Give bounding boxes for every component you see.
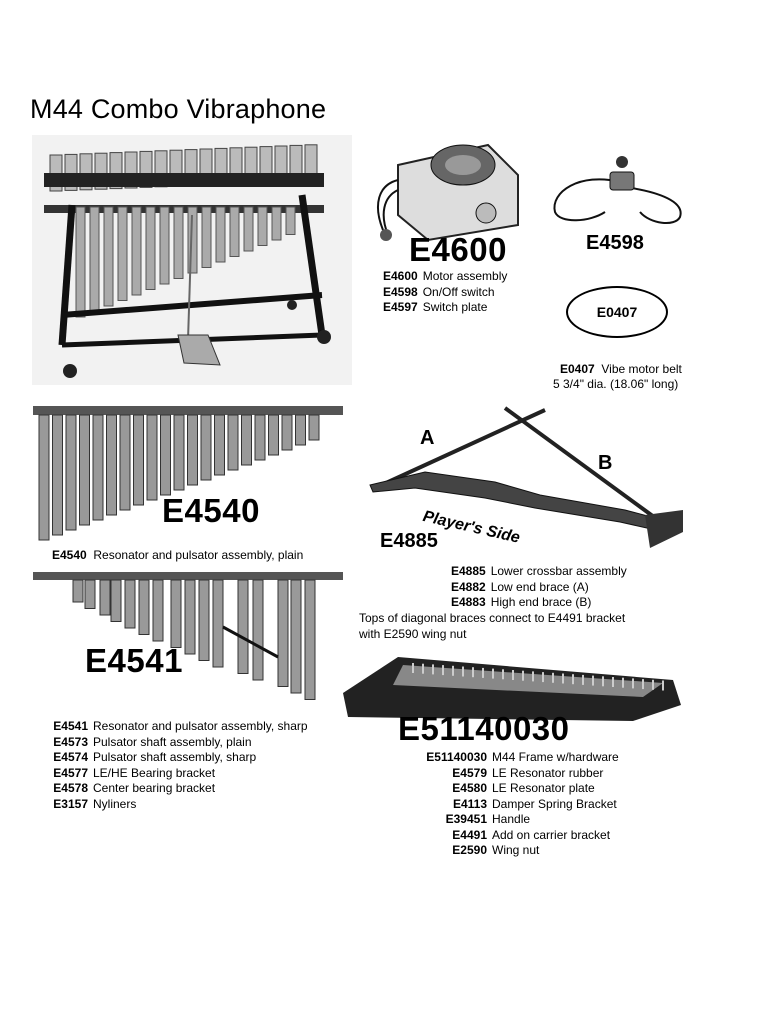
vibe-tube: [174, 207, 183, 279]
part-row: [48, 750, 308, 766]
players-side-label: Player's Side: [421, 508, 522, 547]
resonator-tube: [171, 580, 181, 648]
vibe-tube: [258, 207, 267, 246]
e4598-callout: E4598: [586, 232, 644, 254]
resonator-tube: [296, 415, 306, 445]
resonator-tube: [238, 580, 248, 674]
resonator-tube: [255, 415, 265, 460]
crossbar-parts-list: [451, 564, 627, 611]
e4885-callout: E4885: [380, 530, 438, 552]
part-row: [423, 750, 619, 766]
part-code: E3157: [53, 796, 88, 811]
part-description: LE/HE Bearing bracket: [93, 765, 216, 780]
resonator-tube: [242, 415, 252, 465]
resonator-tube: [213, 580, 223, 667]
part-code: E4580: [452, 781, 487, 795]
resonator-tube: [147, 415, 157, 500]
resonator-tube: [139, 580, 149, 635]
vibe-tube: [286, 207, 295, 235]
resonator-tube: [53, 415, 63, 535]
part-row: [423, 843, 619, 859]
vibe-tube: [104, 207, 113, 306]
resonator-tube: [161, 415, 171, 495]
vibe-tube: [244, 207, 253, 251]
part-description: Pulsator shaft assembly, plain: [93, 734, 252, 749]
part-row: [48, 735, 308, 751]
vibe-tube: [146, 207, 155, 290]
part-description: On/Off switch: [422, 284, 495, 299]
part-row: [383, 285, 507, 301]
part-code: E4578: [53, 781, 88, 795]
part-description: Motor assembly: [422, 269, 508, 283]
resonator-tube: [111, 580, 121, 622]
brace-a-label: A: [420, 427, 435, 449]
belt-part-detail: 5 3/4" dia. (18.06" long): [553, 377, 679, 391]
part-code: E0407: [560, 362, 595, 376]
vibe-tube: [160, 207, 169, 284]
switch-image: [550, 152, 690, 232]
part-description: Low end brace (A): [490, 579, 589, 594]
part-code: E51140030: [426, 750, 487, 764]
part-description: Vibe motor belt: [601, 362, 682, 376]
resonator-sharp-parts-list: [48, 719, 308, 812]
part-row: [423, 766, 619, 782]
part-code: E4579: [452, 765, 487, 780]
resonator-tube: [309, 415, 319, 440]
part-code: E4541: [53, 719, 88, 733]
resonator-tube: [80, 415, 90, 525]
part-code: E4491: [452, 827, 487, 842]
part-code: E4597: [383, 300, 418, 314]
part-row: [423, 781, 619, 797]
resonator-tube: [215, 415, 225, 475]
part-code: E4882: [451, 579, 486, 594]
part-row: [48, 719, 308, 735]
part-description: Damper Spring Bracket: [492, 796, 617, 811]
part-description: Switch plate: [422, 300, 488, 314]
resonator-tube: [93, 415, 103, 520]
resonator-tube: [201, 415, 211, 480]
resonator-tube: [125, 580, 135, 628]
part-code: E2590: [452, 843, 487, 857]
resonator-tube: [120, 415, 130, 510]
e51140030-callout: E51140030: [398, 710, 570, 747]
resonator-tube: [269, 415, 279, 455]
resonator-sharp-image: [33, 572, 343, 702]
vibe-tube: [118, 207, 127, 301]
part-row: [48, 781, 308, 797]
resonator-tube: [305, 580, 315, 700]
part-row: [423, 812, 619, 828]
vibe-tube: [90, 207, 99, 312]
part-row: [383, 269, 507, 285]
resonator-tube: [278, 580, 288, 687]
resonator-tube: [228, 415, 238, 470]
part-code: E39451: [445, 812, 487, 826]
part-row: [383, 300, 507, 316]
note-line: Tops of diagonal braces connect to E4491 bracket: [359, 611, 626, 625]
resonator-tube: [282, 415, 292, 450]
vibe-tube: [202, 207, 211, 268]
vibe-tube: [230, 207, 239, 257]
part-description: Add on carrier bracket: [492, 827, 611, 842]
resonator-tube: [199, 580, 209, 661]
part-code: E4885: [451, 564, 486, 578]
part-description: LE Resonator plate: [492, 781, 595, 795]
resonator-tube: [185, 580, 195, 654]
part-description: Resonator and pulsator assembly, plain: [93, 548, 304, 562]
resonator-tube: [100, 580, 110, 615]
resonator-tube: [253, 580, 263, 680]
part-code: E4113: [452, 796, 487, 811]
e4540-callout: E4540: [162, 492, 260, 529]
part-row: [48, 797, 308, 813]
part-row: [451, 595, 627, 611]
part-description: High end brace (B): [490, 595, 592, 609]
vibraphone-image: [32, 135, 352, 385]
motor-assembly-image: [368, 135, 528, 245]
resonator-tube: [107, 415, 117, 515]
resonator-tube: [73, 580, 83, 602]
motor-parts-list: [383, 269, 507, 316]
part-row: [423, 797, 619, 813]
part-code: E4573: [53, 734, 88, 749]
part-description: Wing nut: [492, 843, 540, 857]
part-code: E4574: [53, 750, 88, 764]
note-line: with E2590 wing nut: [359, 626, 467, 641]
part-description: Pulsator shaft assembly, sharp: [93, 750, 257, 764]
resonator-tube: [291, 580, 301, 693]
page-title: M44 Combo Vibraphone: [30, 94, 327, 124]
part-code: E4598: [383, 284, 418, 299]
part-description: Nyliners: [93, 796, 137, 811]
resonator-tube: [153, 580, 163, 641]
motor-belt-ring: [566, 286, 668, 338]
part-row: [48, 766, 308, 782]
frame-parts-list: [423, 750, 619, 859]
part-code: E4883: [451, 595, 486, 609]
part-row: [451, 564, 627, 580]
part-description: LE Resonator rubber: [492, 765, 604, 780]
part-code: E4577: [53, 765, 88, 780]
resonator-tube: [39, 415, 49, 540]
e4600-callout: E4600: [409, 231, 507, 268]
resonator-tube: [174, 415, 184, 490]
e4541-callout: E4541: [85, 642, 183, 679]
part-code: E4600: [383, 269, 418, 283]
resonator-tube: [134, 415, 144, 505]
resonator-plain-row: [52, 548, 303, 564]
part-row: [451, 580, 627, 596]
vibe-tube: [272, 207, 281, 240]
vibe-tube: [216, 207, 225, 262]
part-description: Center bearing bracket: [93, 781, 216, 795]
part-description: Resonator and pulsator assembly, sharp: [93, 719, 308, 733]
e0407-callout: E0407: [596, 304, 638, 320]
vibe-tube: [132, 207, 141, 295]
belt-part-row: [560, 362, 682, 378]
part-description: M44 Frame w/hardware: [492, 750, 619, 764]
crossbar-note: [359, 611, 625, 642]
resonator-tube: [66, 415, 76, 530]
part-description: Lower crossbar assembly: [490, 564, 627, 578]
part-row: [423, 828, 619, 844]
part-code: E4540: [52, 548, 87, 562]
vibe-tube: [76, 207, 85, 317]
part-description: Handle: [492, 812, 531, 826]
brace-b-label: B: [598, 452, 613, 474]
resonator-tube: [188, 415, 198, 485]
resonator-tube: [85, 580, 95, 609]
